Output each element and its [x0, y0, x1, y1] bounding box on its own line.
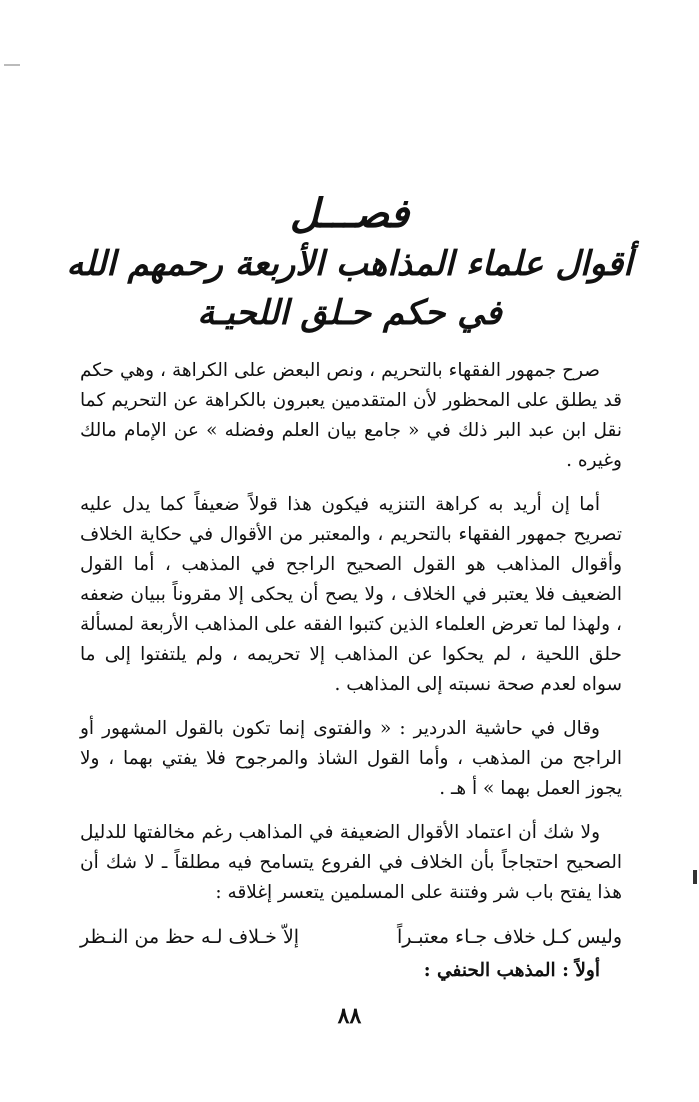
- page-number: ٨٨: [337, 1003, 362, 1029]
- scan-artifact-mark: [4, 64, 20, 66]
- body-text: [80, 356, 622, 986]
- chapter-subtitle: أقوال علماء المذاهب الأربعة رحمهم الله: [66, 244, 633, 284]
- scan-artifact-mark: [693, 870, 697, 884]
- chapter-subtitle-second-line: في حكم حـلق اللحيـة: [197, 292, 502, 333]
- paragraph: صرح جمهور الفقهاء بالتحريم ، ونص البعض على الكراهة ، وهي حكم قد يطلق على المحظور لأن المتقدمين يعبرون بالكراهة عن التحريم كما نقل ابن عبد البر ذلك في « جامع بيان العلم وفضله » عن الإمام مالك وغيره .: [80, 360, 622, 471]
- paragraph: ولا شك أن اعتماد الأقوال الضعيفة في المذاهب رغم مخالفتها للدليل الصحيح احتجاجاً بأن الخلاف في الفروع يتسامح فيه مطلقاً ـ لا شك أن هذا يفتح باب شر وفتنة على المسلمين يتعسر إغلاقه :: [80, 822, 622, 903]
- poetry-verse: [80, 922, 622, 952]
- paragraph: أما إن أريد به كراهة التنزيه فيكون هذا قولاً ضعيفاً كما يدل عليه تصريح جمهور الفقهاء بالتحريم ، والمعتبر من الأقوال في حكاية الخلاف وأقوال المذاهب هو القول الصحيح الراجح في المذهب ، أما القول الضعيف فلا يعتبر في الخلاف ، ولا يصح أن يحكى إلا مقروناً ببيان ضعفه ، ولهذا لما تعرض العلماء الذين كتبوا الفقه على المذاهب الأربعة لمسألة حلق اللحية ، لم يحكوا عن المذاهب إلا تحريمه ، ولم يلتفتوا إلى ما سواه لعدم صحة نسبته إلى المذاهب .: [80, 494, 622, 695]
- paragraph: وقال في حاشية الدردير : « والفتوى إنما تكون بالقول المشهور أو الراجح من المذهب ، وأما القول الشاذ والمرجوح فلا يفتي بهما ، ولا يجوز العمل بهما » أ هـ .: [80, 718, 622, 799]
- verse-first-half: وليس كـل خلاف جـاء معتبـراً: [396, 926, 622, 948]
- chapter-heading: [0, 190, 699, 334]
- chapter-title: فصـــل: [289, 190, 410, 237]
- section-heading: أولاً : المذهب الحنفي :: [423, 960, 600, 981]
- verse-second-half: إلاّ خـلاف لـه حظ من النـظر: [80, 926, 300, 948]
